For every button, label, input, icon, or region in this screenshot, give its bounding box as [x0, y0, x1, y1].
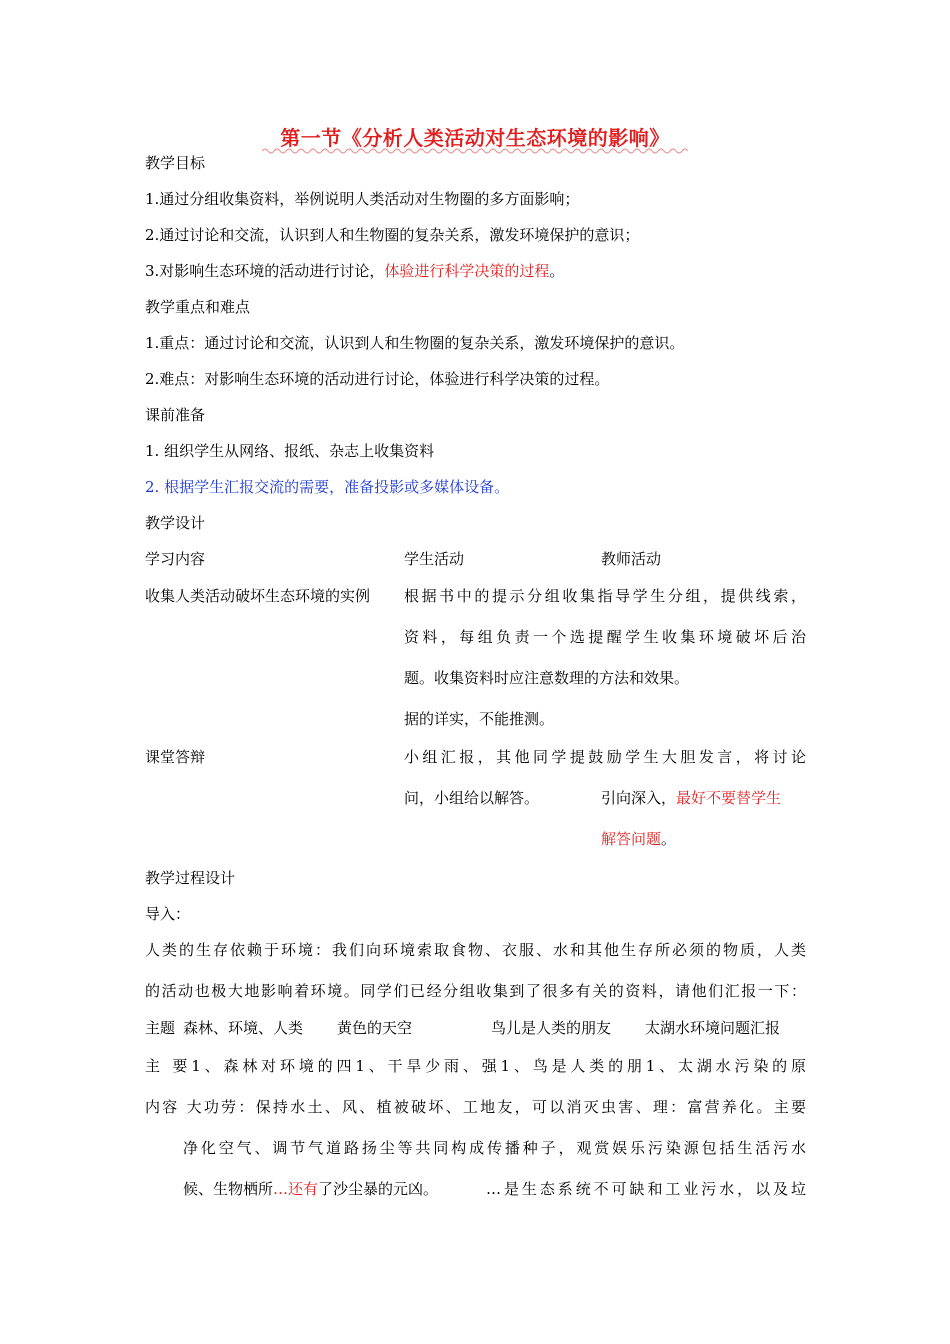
main-content-line3: 净化空气、调节气道路扬尘等共同构成传播种子，观赏娱乐污染源包括生活污水 — [183, 1139, 806, 1157]
main-line4-text-a: 候、生物栖所 — [183, 1180, 274, 1198]
intro-label: 导入： — [145, 905, 191, 923]
design-row2-line2-text: 引向深入， — [601, 789, 677, 807]
design-row2-line2-teacher — [601, 788, 781, 808]
process-heading: 教学过程设计 — [145, 869, 236, 887]
design-row2-line3-highlight: 解答问题 — [601, 830, 662, 848]
preparation-heading: 课前准备 — [145, 406, 206, 424]
objective-3-highlight: 体验进行科学决策的过程 — [384, 262, 550, 280]
design-heading: 教学设计 — [145, 514, 206, 532]
main-line4-text-b: 了沙尘暴的元凶。 — [318, 1180, 439, 1198]
design-row2-line2-highlight: 最好不要替学生 — [676, 789, 782, 807]
main-content-line2: 内容 大功劳：保持水土、风、植被破坏、工地友，可以消灭虫害、理：富营养化。主要 — [145, 1098, 806, 1116]
intro-paragraph-line1: 人类的生存依赖于环境：我们向环境索取食物、衣服、水和其他生存所必须的物质，人类 — [145, 941, 806, 959]
design-row2-line1: 小组汇报，其他同学提鼓励学生大胆发言，将讨论 — [404, 748, 806, 766]
design-col-content: 学习内容 — [145, 550, 206, 568]
main-content-line1: 主 要1、森林对环境的四1、干旱少雨、强1、鸟是人类的朋1、太湖水污染的原 — [145, 1057, 806, 1075]
design-row2-line3-end: 。 — [661, 830, 677, 848]
design-row1-content: 收集人类活动破坏生态环境的实例 — [145, 587, 371, 605]
design-row2-line3 — [601, 829, 676, 849]
topic-4: 太湖水环境问题汇报 — [645, 1019, 781, 1037]
design-row2-line2-student: 问，小组给以解答。 — [404, 789, 540, 807]
objective-3-text: 3.对影响生态环境的活动进行讨论， — [145, 262, 385, 280]
key-point-1: 1.重点：通过讨论和交流，认识到人和生物圈的复杂关系，激发环境保护的意识。 — [145, 334, 685, 352]
design-row1-line3: 题。收集资料时应注意数理的方法和效果。 — [404, 669, 690, 687]
design-row1-line1: 根据书中的提示分组收集指导学生分组，提供线索， — [404, 587, 806, 605]
objective-3-end: 。 — [549, 262, 565, 280]
topic-1: 森林、环境、人类 — [183, 1019, 304, 1037]
intro-paragraph-line2: 的活动也极大地影响着环境。同学们已经分组收集到了很多有关的资料，请他们汇报一下： — [145, 982, 806, 1000]
design-col-teacher: 教师活动 — [601, 550, 662, 568]
objective-1: 1.通过分组收集资料，举例说明人类活动对生物圈的多方面影响； — [145, 190, 580, 208]
design-row1-line2: 资料，每组负责一个选提醒学生收集环境破坏后治 — [404, 628, 806, 646]
title-wavy-underline — [262, 147, 688, 155]
key-point-2: 2.难点：对影响生态环境的活动进行讨论，体验进行科学决策的过程。 — [145, 370, 610, 388]
design-row2-content: 课堂答辩 — [145, 748, 206, 766]
topic-2: 黄色的天空 — [337, 1019, 413, 1037]
preparation-item-1: 1. 组织学生从网络、报纸、杂志上收集资料 — [145, 442, 435, 460]
main-line4-highlight: …还有 — [273, 1180, 319, 1198]
objectives-heading: 教学目标 — [145, 154, 206, 172]
design-col-student: 学生活动 — [404, 550, 465, 568]
main-content-line4-right: …是生态系统不可缺和工业污水，以及垃 — [486, 1180, 806, 1198]
design-row1-line4: 据的详实，不能推测。 — [404, 710, 555, 728]
page-title: 第一节《分析人类活动对生态环境的影响》 — [280, 126, 670, 150]
preparation-item-2: 2. 根据学生汇报交流的需要，准备投影或多媒体设备。 — [145, 478, 510, 496]
topics-label: 主题 — [145, 1019, 176, 1037]
topic-3: 鸟儿是人类的朋友 — [491, 1019, 612, 1037]
objective-3 — [145, 261, 564, 281]
key-points-heading: 教学重点和难点 — [145, 298, 251, 316]
objective-2: 2.通过讨论和交流，认识到人和生物圈的复杂关系，激发环境保护的意识； — [145, 226, 640, 244]
main-content-line4-left — [183, 1179, 438, 1199]
